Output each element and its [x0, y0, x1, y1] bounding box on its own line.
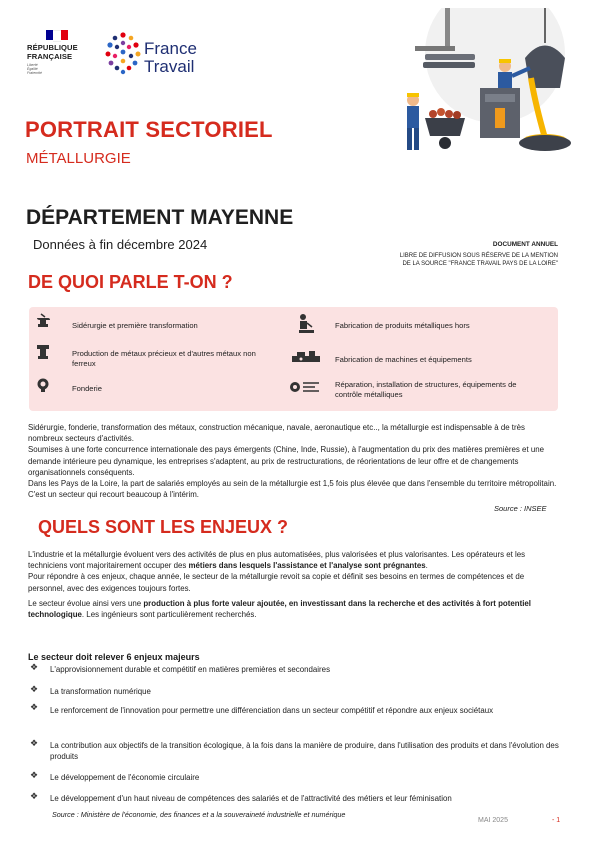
text-run: . Les ingénieurs sont particulièrement recherchés. — [81, 610, 257, 620]
category-label: Production de métaux précieux et d'autres métaux non ferreux — [72, 349, 256, 368]
paragraph: Pour répondre à ces enjeux, chaque année, le secteur de la métallurgie revoit sa copie et définit ses besoins en termes de compétences et de personnel, avec des exigences toujours fortes. — [28, 572, 525, 593]
diffusion-notice — [330, 252, 558, 268]
bullet-icon: ❖ — [30, 738, 39, 748]
category-label: Réparation, installation de structures, équipements de contrôle métalliques — [335, 380, 517, 399]
enjeu-item: La contribution aux objectifs de la transition écologique, à la fois dans la manière de produire, dans l'utilisation des produits et dans l'évolution des produits — [50, 741, 559, 762]
paragraph: Sidérurgie, fonderie, transformation des métaux, construction mécanique, navale, aeronautique etc.., la métallurgie est indispensable à de très nombreux secteurs d'activités. — [28, 423, 525, 444]
republique-label: RÉPUBLIQUE — [27, 43, 78, 52]
republique-francaise-flag-icon — [46, 30, 68, 40]
gears-icon — [289, 380, 323, 394]
enjeu-item: Le développement d'un haut niveau de compétences des salariés et de l'attractivité des métiers et leur féminisation — [50, 794, 452, 803]
page-subtitle: MÉTALLURGIE — [26, 150, 131, 167]
text-run: Le secteur évolue ainsi vers une — [28, 598, 144, 608]
motto-line: Liberté — [27, 63, 38, 67]
text-run-bold: production à plus forte valeur ajoutée, en investissant dans la recherche et des activités à fort potentiel technologique — [28, 598, 531, 620]
enjeu-item: L'approvisionnement durable et compétitif en matières premières et secondaires — [50, 665, 331, 674]
text-run: . — [425, 561, 428, 571]
diffusion-line: DE LA SOURCE "FRANCE TRAVAIL PAYS DE LA LOIRE" — [402, 261, 558, 267]
france-label: France — [144, 39, 197, 58]
bullet-icon: ❖ — [30, 684, 39, 694]
document-type: DOCUMENT ANNUEL — [492, 241, 558, 248]
text-run: L'industrie et la métallurgie évoluent vers des activités de plus en plus automatisées, plus valorisées et plus valorisantes. Les opérateurs et les techniciens vont majoritairement occuper des — [28, 550, 526, 571]
metallurgy-workers-illustration — [385, 8, 575, 158]
category-label: Fabrication de produits métalliques hors — [335, 321, 470, 330]
footer-date: MAI 2025 — [478, 817, 508, 824]
section2-body — [28, 549, 559, 620]
section-heading-de-quoi: DE QUOI PARLE T-ON ? — [28, 272, 233, 292]
section1-body — [28, 422, 559, 500]
enjeux-list-title: Le secteur doit relever 6 enjeux majeurs — [28, 652, 200, 662]
motto-line: Fraternité — [27, 71, 42, 76]
enjeu-item: La transformation numérique — [50, 687, 151, 696]
france-travail-logo-text — [144, 40, 197, 76]
bullet-icon: ❖ — [30, 702, 39, 712]
text-run-bold: métiers dans lesquels l'assistance et l'analyse sont prégnantes — [188, 561, 426, 571]
category-label: Fabrication de machines et équipements — [335, 355, 472, 364]
travail-label: Travail — [144, 57, 195, 76]
bullet-icon: ❖ — [30, 662, 39, 672]
bullet-icon: ❖ — [30, 791, 39, 801]
source-insee: Source : INSEE — [494, 504, 547, 513]
source-ministere: Source : Ministère de l'économie, des finances et a la souveraineté industrielle et numérique — [52, 810, 346, 819]
paragraph — [28, 598, 559, 620]
republique-motto — [27, 63, 67, 76]
department-heading: DÉPARTEMENT MAYENNE — [26, 206, 294, 229]
machine-icon — [291, 350, 321, 364]
page-title: PORTRAIT SECTORIEL — [25, 117, 273, 142]
diffusion-line: LIBRE DE DIFFUSION SOUS RÉSERVE DE LA MENTION — [399, 253, 558, 259]
ladle-icon — [35, 377, 51, 393]
paragraph: Dans les Pays de la Loire, la part de salariés employés au sein de la métallurgie est 1,5 fois plus élevée que dans l'ensemble du territoire métropolitain. C'est un secteur qui recourt beaucoup à l'intérim. — [28, 479, 557, 500]
category-label: Sidérurgie et première transformation — [72, 321, 198, 330]
ingot-icon — [35, 344, 51, 360]
enjeu-item: Le renforcement de l'innovation pour permettre une différenciation dans un secteur compétitif et répondre aux enjeux sociétaux — [50, 706, 494, 715]
welder-icon — [297, 313, 315, 335]
data-date: Données à fin décembre 2024 — [33, 237, 208, 252]
paragraph: Soumises à une forte concurrence internationale des pays émergents (Chine, Inde, Russie), à l'augmentation du prix des matières premières et une demande intérieure peu dynamique, les entreprises s'adaptent, au prix de restructurations, de réorientations de leur offre et de changements organisationnels conséquents. — [28, 445, 544, 477]
enjeu-item: Le développement de l'économie circulaire — [50, 773, 200, 782]
bullet-icon: ❖ — [30, 770, 39, 780]
motto-line: Égalité — [27, 67, 38, 72]
france-travail-logo-icon — [103, 30, 143, 76]
category-label: Fonderie — [72, 384, 102, 393]
page-number: - 1 — [552, 817, 561, 824]
republique-francaise-logo — [27, 44, 97, 61]
anvil-icon — [35, 313, 51, 329]
paragraph — [28, 549, 559, 571]
francaise-label: FRANÇAISE — [27, 51, 73, 61]
section-heading-enjeux: QUELS SONT LES ENJEUX ? — [38, 517, 289, 537]
